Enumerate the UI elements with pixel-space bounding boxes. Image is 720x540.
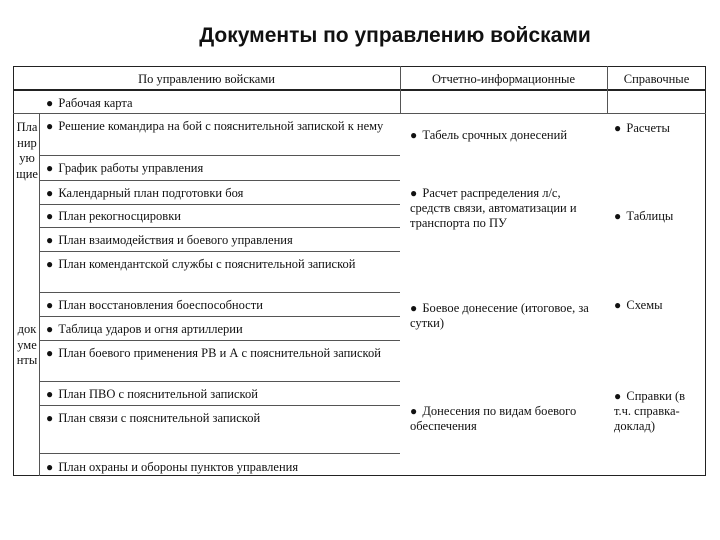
reference-item bbox=[614, 389, 704, 434]
item-text: План ПВО с пояснительной запиской bbox=[58, 387, 258, 401]
bullet-icon: ● bbox=[410, 128, 418, 142]
row-divider bbox=[40, 204, 400, 205]
header-divider bbox=[13, 89, 706, 91]
side-column-divider bbox=[39, 113, 40, 476]
row-divider bbox=[40, 227, 400, 228]
bullet-icon: ● bbox=[46, 411, 54, 425]
bullet-icon: ● bbox=[46, 161, 54, 175]
list-item bbox=[46, 233, 391, 248]
reference-item bbox=[614, 121, 704, 136]
bullet-icon: ● bbox=[46, 96, 54, 110]
bullet-icon: ● bbox=[410, 301, 418, 315]
bullet-icon: ● bbox=[614, 121, 622, 135]
report-item bbox=[410, 301, 602, 331]
report-item bbox=[410, 404, 600, 434]
row-divider bbox=[40, 251, 400, 252]
row-divider bbox=[40, 292, 400, 293]
item-text: Решение командира на бой с пояснительной запиской к нему bbox=[58, 119, 384, 133]
row-divider bbox=[40, 340, 400, 341]
item-text: План взаимодействия и боевого управления bbox=[58, 233, 293, 247]
list-item bbox=[46, 346, 391, 361]
header-reference: Справочные bbox=[623, 72, 690, 86]
bullet-icon: ● bbox=[46, 186, 54, 200]
bullet-icon: ● bbox=[46, 209, 54, 223]
header-reporting: Отчетно-информационные bbox=[431, 72, 575, 86]
item-text: Схемы bbox=[626, 298, 663, 312]
item-text: План боевого применения РВ и А с пояснительной запиской bbox=[58, 346, 381, 360]
row-divider bbox=[40, 180, 400, 181]
bullet-icon: ● bbox=[46, 322, 54, 336]
item-text: План рекогносцировки bbox=[58, 209, 181, 223]
reference-item bbox=[614, 298, 704, 313]
bullet-icon: ● bbox=[410, 404, 418, 418]
item-text: Табель срочных донесений bbox=[422, 128, 568, 142]
bullet-icon: ● bbox=[46, 460, 54, 474]
row0-divider bbox=[13, 113, 706, 114]
item-text: Донесения по видам боевого обеспечения bbox=[410, 404, 577, 433]
list-item bbox=[46, 460, 391, 475]
item-text: График работы управления bbox=[58, 161, 204, 175]
reference-item bbox=[614, 209, 704, 224]
report-item bbox=[410, 186, 602, 231]
item-text: Рабочая карта bbox=[58, 96, 133, 110]
bullet-icon: ● bbox=[614, 389, 622, 403]
side-label-planning: Планирующие bbox=[16, 120, 38, 181]
list-item bbox=[46, 298, 391, 313]
page-title: Документы по управлению войсками bbox=[199, 24, 591, 47]
item-text: Таблицы bbox=[626, 209, 674, 223]
list-item bbox=[46, 411, 391, 426]
list-item bbox=[46, 96, 386, 111]
header-management: По управлению войсками bbox=[138, 72, 275, 86]
item-text: Справки (в т.ч. справка-доклад) bbox=[614, 389, 686, 433]
list-item bbox=[46, 387, 391, 402]
item-text: План восстановления боеспособности bbox=[58, 298, 263, 312]
row-divider bbox=[40, 405, 400, 406]
item-text: Боевое донесение (итоговое, за сутки) bbox=[410, 301, 589, 330]
bullet-icon: ● bbox=[410, 186, 418, 200]
row-divider bbox=[40, 155, 400, 156]
item-text: План комендантской службы с пояснительной запиской bbox=[58, 257, 356, 271]
item-text: План охраны и обороны пунктов управления bbox=[58, 460, 299, 474]
bullet-icon: ● bbox=[614, 298, 622, 312]
list-item bbox=[46, 209, 391, 224]
bullet-icon: ● bbox=[614, 209, 622, 223]
list-item bbox=[46, 322, 391, 337]
item-text: Календарный план подготовки боя bbox=[58, 186, 244, 200]
item-text: Расчеты bbox=[626, 121, 670, 135]
row-divider bbox=[40, 381, 400, 382]
bullet-icon: ● bbox=[46, 257, 54, 271]
side-label-documents: документы bbox=[16, 322, 38, 368]
bullet-icon: ● bbox=[46, 119, 54, 133]
list-item bbox=[46, 161, 391, 176]
item-text: Расчет распределения л/с, средств связи, автоматизации и транспорта по ПУ bbox=[410, 186, 577, 230]
list-item bbox=[46, 257, 376, 272]
bullet-icon: ● bbox=[46, 298, 54, 312]
report-item bbox=[410, 128, 600, 143]
bullet-icon: ● bbox=[46, 346, 54, 360]
item-text: План связи с пояснительной запиской bbox=[58, 411, 261, 425]
row-divider bbox=[40, 453, 400, 454]
bullet-icon: ● bbox=[46, 387, 54, 401]
item-text: Таблица ударов и огня артиллерии bbox=[58, 322, 243, 336]
row-divider bbox=[40, 316, 400, 317]
list-item bbox=[46, 119, 391, 134]
list-item bbox=[46, 186, 391, 201]
bullet-icon: ● bbox=[46, 233, 54, 247]
